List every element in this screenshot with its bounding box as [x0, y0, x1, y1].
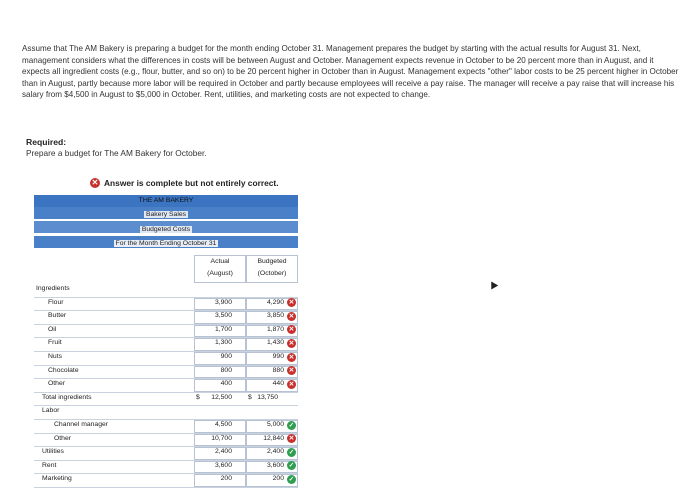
- answer-status-banner: [90, 178, 279, 188]
- table-row: Flour 3,900 4,290 ✕: [34, 297, 298, 312]
- table-row: Butter 3,500 3,850 ✕: [34, 310, 298, 325]
- incorrect-icon: ✕: [288, 312, 295, 320]
- incorrect-icon: ✕: [288, 367, 295, 375]
- budgeted-label: Budgeted: [257, 258, 287, 265]
- total-ingredients-row: Total ingredients $ 12,500 $ 13,750: [34, 392, 298, 407]
- table-row: Other 400 440 ✕: [34, 378, 298, 393]
- correct-icon: ✓: [288, 421, 295, 429]
- actual-label: Actual: [210, 258, 230, 265]
- incorrect-icon: ✕: [288, 299, 295, 307]
- column-header-budgeted: [246, 255, 298, 283]
- mouse-cursor-icon: [488, 279, 498, 289]
- column-header-actual: [194, 255, 246, 283]
- problem-text: Assume that The AM Bakery is preparing a budget for the month ending October 31. Management prepares the budget by starting with the actual results for August 31. Next, management considers what the differences in costs will be between August and October. Management expects revenue in October to be 20 percent more than in August, and it expects all ingredient costs (e.g., flour, butter, and so on) to be 20 percent higher in October than in August. Management expects "other" labor costs to be 25 percent higher in October than in August, partly because more labor will be required in October and partly because employees will receive a pay raise. The manager will receive a pay raise that will increase his salary from $4,500 in August to $5,000 in October. Rent, utilities, and marketing costs are not expected to change.: [22, 44, 679, 100]
- table-row: Nuts 900 990 ✕: [34, 351, 298, 366]
- required-heading: Required:: [26, 137, 67, 147]
- table-row: Rent 3,600 3,600 ✓: [34, 460, 298, 475]
- table-row: Other 10,700 12,840 ✕: [34, 433, 298, 448]
- table-row: Channel manager 4,500 5,000 ✓: [34, 419, 298, 434]
- required-text: Prepare a budget for The AM Bakery for October.: [26, 148, 207, 158]
- incorrect-icon: ✕: [288, 380, 295, 388]
- report-period: For the Month Ending October 31: [115, 240, 217, 247]
- correct-icon: ✓: [288, 448, 295, 456]
- table-row: Oil 1,700 1,870 ✕: [34, 324, 298, 339]
- correct-icon: ✓: [288, 475, 295, 483]
- table-row: Marketing 200 200 ✓: [34, 473, 298, 488]
- incorrect-icon: ✕: [288, 326, 295, 334]
- budgeted-period: (October): [257, 270, 287, 277]
- section-labor-row: Labor: [34, 405, 298, 420]
- table-row: Fruit 1,300 1,430 ✕: [34, 337, 298, 352]
- budget-worksheet: [34, 195, 298, 483]
- report-subtitle: Budgeted Costs: [141, 226, 191, 233]
- actual-period: (August): [207, 270, 233, 277]
- company-name: THE AM BAKERY: [138, 197, 194, 204]
- section-ingredients-row: Ingredients: [34, 283, 298, 298]
- banner-text: Answer is complete but not entirely correct.: [104, 178, 279, 188]
- incorrect-icon: ✕: [91, 178, 99, 187]
- incorrect-icon: ✕: [288, 353, 295, 361]
- correct-icon: ✓: [288, 462, 295, 470]
- report-title: Bakery Sales: [145, 211, 187, 218]
- problem-statement: [22, 43, 682, 101]
- incorrect-icon: ✕: [288, 339, 295, 347]
- incorrect-icon: ✕: [288, 435, 295, 443]
- table-row: Utilities 2,400 2,400 ✓: [34, 446, 298, 461]
- table-row: Chocolate 800 880 ✕: [34, 365, 298, 380]
